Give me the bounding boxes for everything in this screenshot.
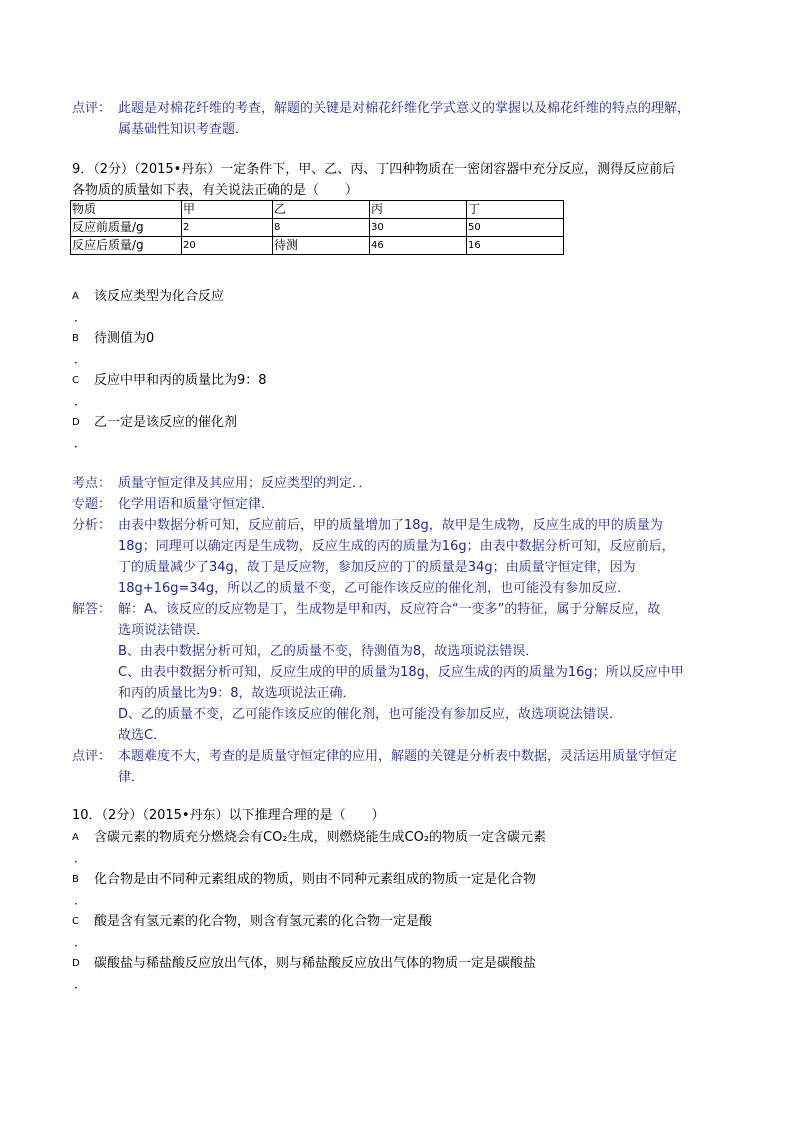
jieda-label: 解答： (72, 602, 112, 617)
jieda-line: D、乙的质量不变，乙可能作该反应的催化剂，也可能没有参加反应，故选项说法错误． (118, 707, 623, 722)
option-letter: D (72, 417, 80, 428)
fenxi-line: 丁的质量减少了34g，故丁是反应物，参加反应的丁的质量是34g；由质量守恒定律，因为 (118, 560, 636, 575)
q10-option-a (72, 827, 734, 848)
option-dot: ． (74, 851, 87, 865)
dianping-label: 点评： (72, 749, 112, 764)
jieda-line: 和丙的质量比为9：8，故选项说法正确． (118, 686, 356, 701)
q9-option-a (72, 286, 734, 307)
option-text: 碳酸盐与稀盐酸反应放出气体，则与稀盐酸反应放出气体的物质一定是碳酸盐 (94, 956, 537, 971)
q8-comment-label: 点评： (72, 101, 112, 116)
q8-comment (72, 98, 734, 140)
option-letter: C (72, 916, 79, 927)
table-cell: 2 (182, 219, 273, 237)
q9-stem-line: 9．（2分）（2015•丹东）一定条件下，甲、乙、丙、丁四种物质在一密闭容器中充分反应，测得反应前后 (72, 162, 676, 177)
jieda-line: 解：A、该反应的反应物是丁，生成物是甲和丙，反应符合“一变多”的特征，属于分解反应，故 (118, 602, 661, 617)
option-dot: ． (74, 436, 87, 450)
option-letter: B (72, 333, 79, 344)
option-dot: ． (74, 935, 87, 949)
table-cell: 46 (370, 237, 467, 255)
table-cell: 16 (467, 237, 564, 255)
option-text: 该反应类型为化合反应 (94, 289, 225, 304)
table-header: 物质 (71, 201, 182, 219)
table-header: 乙 (273, 201, 370, 219)
q9-analysis (72, 473, 734, 788)
q9-option-c (72, 370, 734, 391)
table-row (71, 237, 564, 255)
table-cell: 反应后质量/g (71, 237, 182, 255)
table-cell: 50 (467, 219, 564, 237)
dianping-line: 律． (118, 770, 145, 785)
jieda-line: 故选C． (118, 728, 167, 743)
jieda-line: 选项说法错误． (118, 623, 210, 638)
table-row (71, 219, 564, 237)
q10-option-d (72, 953, 734, 974)
table-cell: 8 (273, 219, 370, 237)
option-letter: A (72, 291, 79, 302)
kaodian-label: 考点： (72, 476, 112, 491)
option-dot: ． (74, 352, 87, 366)
table-header: 丙 (370, 201, 467, 219)
table-cell: 待测 (273, 237, 370, 255)
table-row (71, 201, 564, 219)
fenxi-line: 18g；同理可以确定丙是生成物，反应生成的丙的质量为16g；由表中数据分析可知，反应前后， (118, 539, 675, 554)
fenxi-line: 由表中数据分析可知，反应前后，甲的质量增加了18g，故甲是生成物，反应生成的甲的质量为 (118, 518, 663, 533)
option-letter: C (72, 375, 79, 386)
fenxi-label: 分析： (72, 518, 112, 533)
table-cell: 20 (182, 237, 273, 255)
q9-option-d (72, 412, 734, 433)
option-text: 乙一定是该反应的催化剂 (94, 415, 238, 430)
zhuanti-label: 专题： (72, 497, 112, 512)
q10 (72, 805, 734, 995)
q9-stem-line: 各物质的质量如下表，有关说法正确的是（ ） (72, 183, 359, 198)
q9-mass-table (70, 200, 564, 255)
jieda-line: C、由表中数据分析可知，反应生成的甲的质量为18g，反应生成的丙的质量为16g；所以反应中甲 (118, 665, 684, 680)
option-dot: ． (74, 893, 87, 907)
option-text: 酸是含有氢元素的化合物，则含有氢元素的化合物一定是酸 (94, 914, 433, 929)
option-dot: ． (74, 977, 87, 991)
q9-options (72, 286, 734, 454)
q8-comment-line: 此题是对棉花纤维的考查，解题的关键是对棉花纤维化学式意义的掌握以及棉花纤维的特点的理解， (118, 101, 691, 116)
table-header: 甲 (182, 201, 273, 219)
kaodian-text: 质量守恒定律及其应用；反应类型的判定．． (118, 476, 372, 491)
q10-stem: 10．（2分）（2015•丹东）以下推理合理的是（ ） (72, 808, 385, 823)
q10-option-c (72, 911, 734, 932)
table-cell: 反应前质量/g (71, 219, 182, 237)
option-text: 反应中甲和丙的质量比为9：8 (94, 373, 267, 388)
q10-option-b (72, 869, 734, 890)
dianping-line: 本题难度不大，考查的是质量守恒定律的应用，解题的关键是分析表中数据，灵活运用质量守恒定 (118, 749, 678, 764)
option-letter: D (72, 958, 80, 969)
option-letter: B (72, 874, 79, 885)
q9-stem (72, 159, 734, 201)
option-text: 待测值为0 (94, 331, 155, 346)
fenxi-line: 18g+16g=34g，所以乙的质量不变，乙可能作该反应的催化剂，也可能没有参加反应． (118, 581, 631, 596)
q8-comment-line: 属基础性知识考查题． (118, 122, 249, 137)
zhuanti-text: 化学用语和质量守恒定律． (118, 497, 275, 512)
q9-option-b (72, 328, 734, 349)
option-text: 含碳元素的物质充分燃烧会有CO₂生成，则燃烧能生成CO₂的物质一定含碳元素 (94, 830, 547, 845)
jieda-line: B、由表中数据分析可知，乙的质量不变，待测值为8，故选项说法错误． (118, 644, 539, 659)
option-dot: ． (74, 394, 87, 408)
option-letter: A (72, 832, 79, 843)
option-text: 化合物是由不同种元素组成的物质，则由不同种元素组成的物质一定是化合物 (94, 872, 537, 887)
option-dot: ． (74, 310, 87, 324)
table-cell: 30 (370, 219, 467, 237)
table-header: 丁 (467, 201, 564, 219)
